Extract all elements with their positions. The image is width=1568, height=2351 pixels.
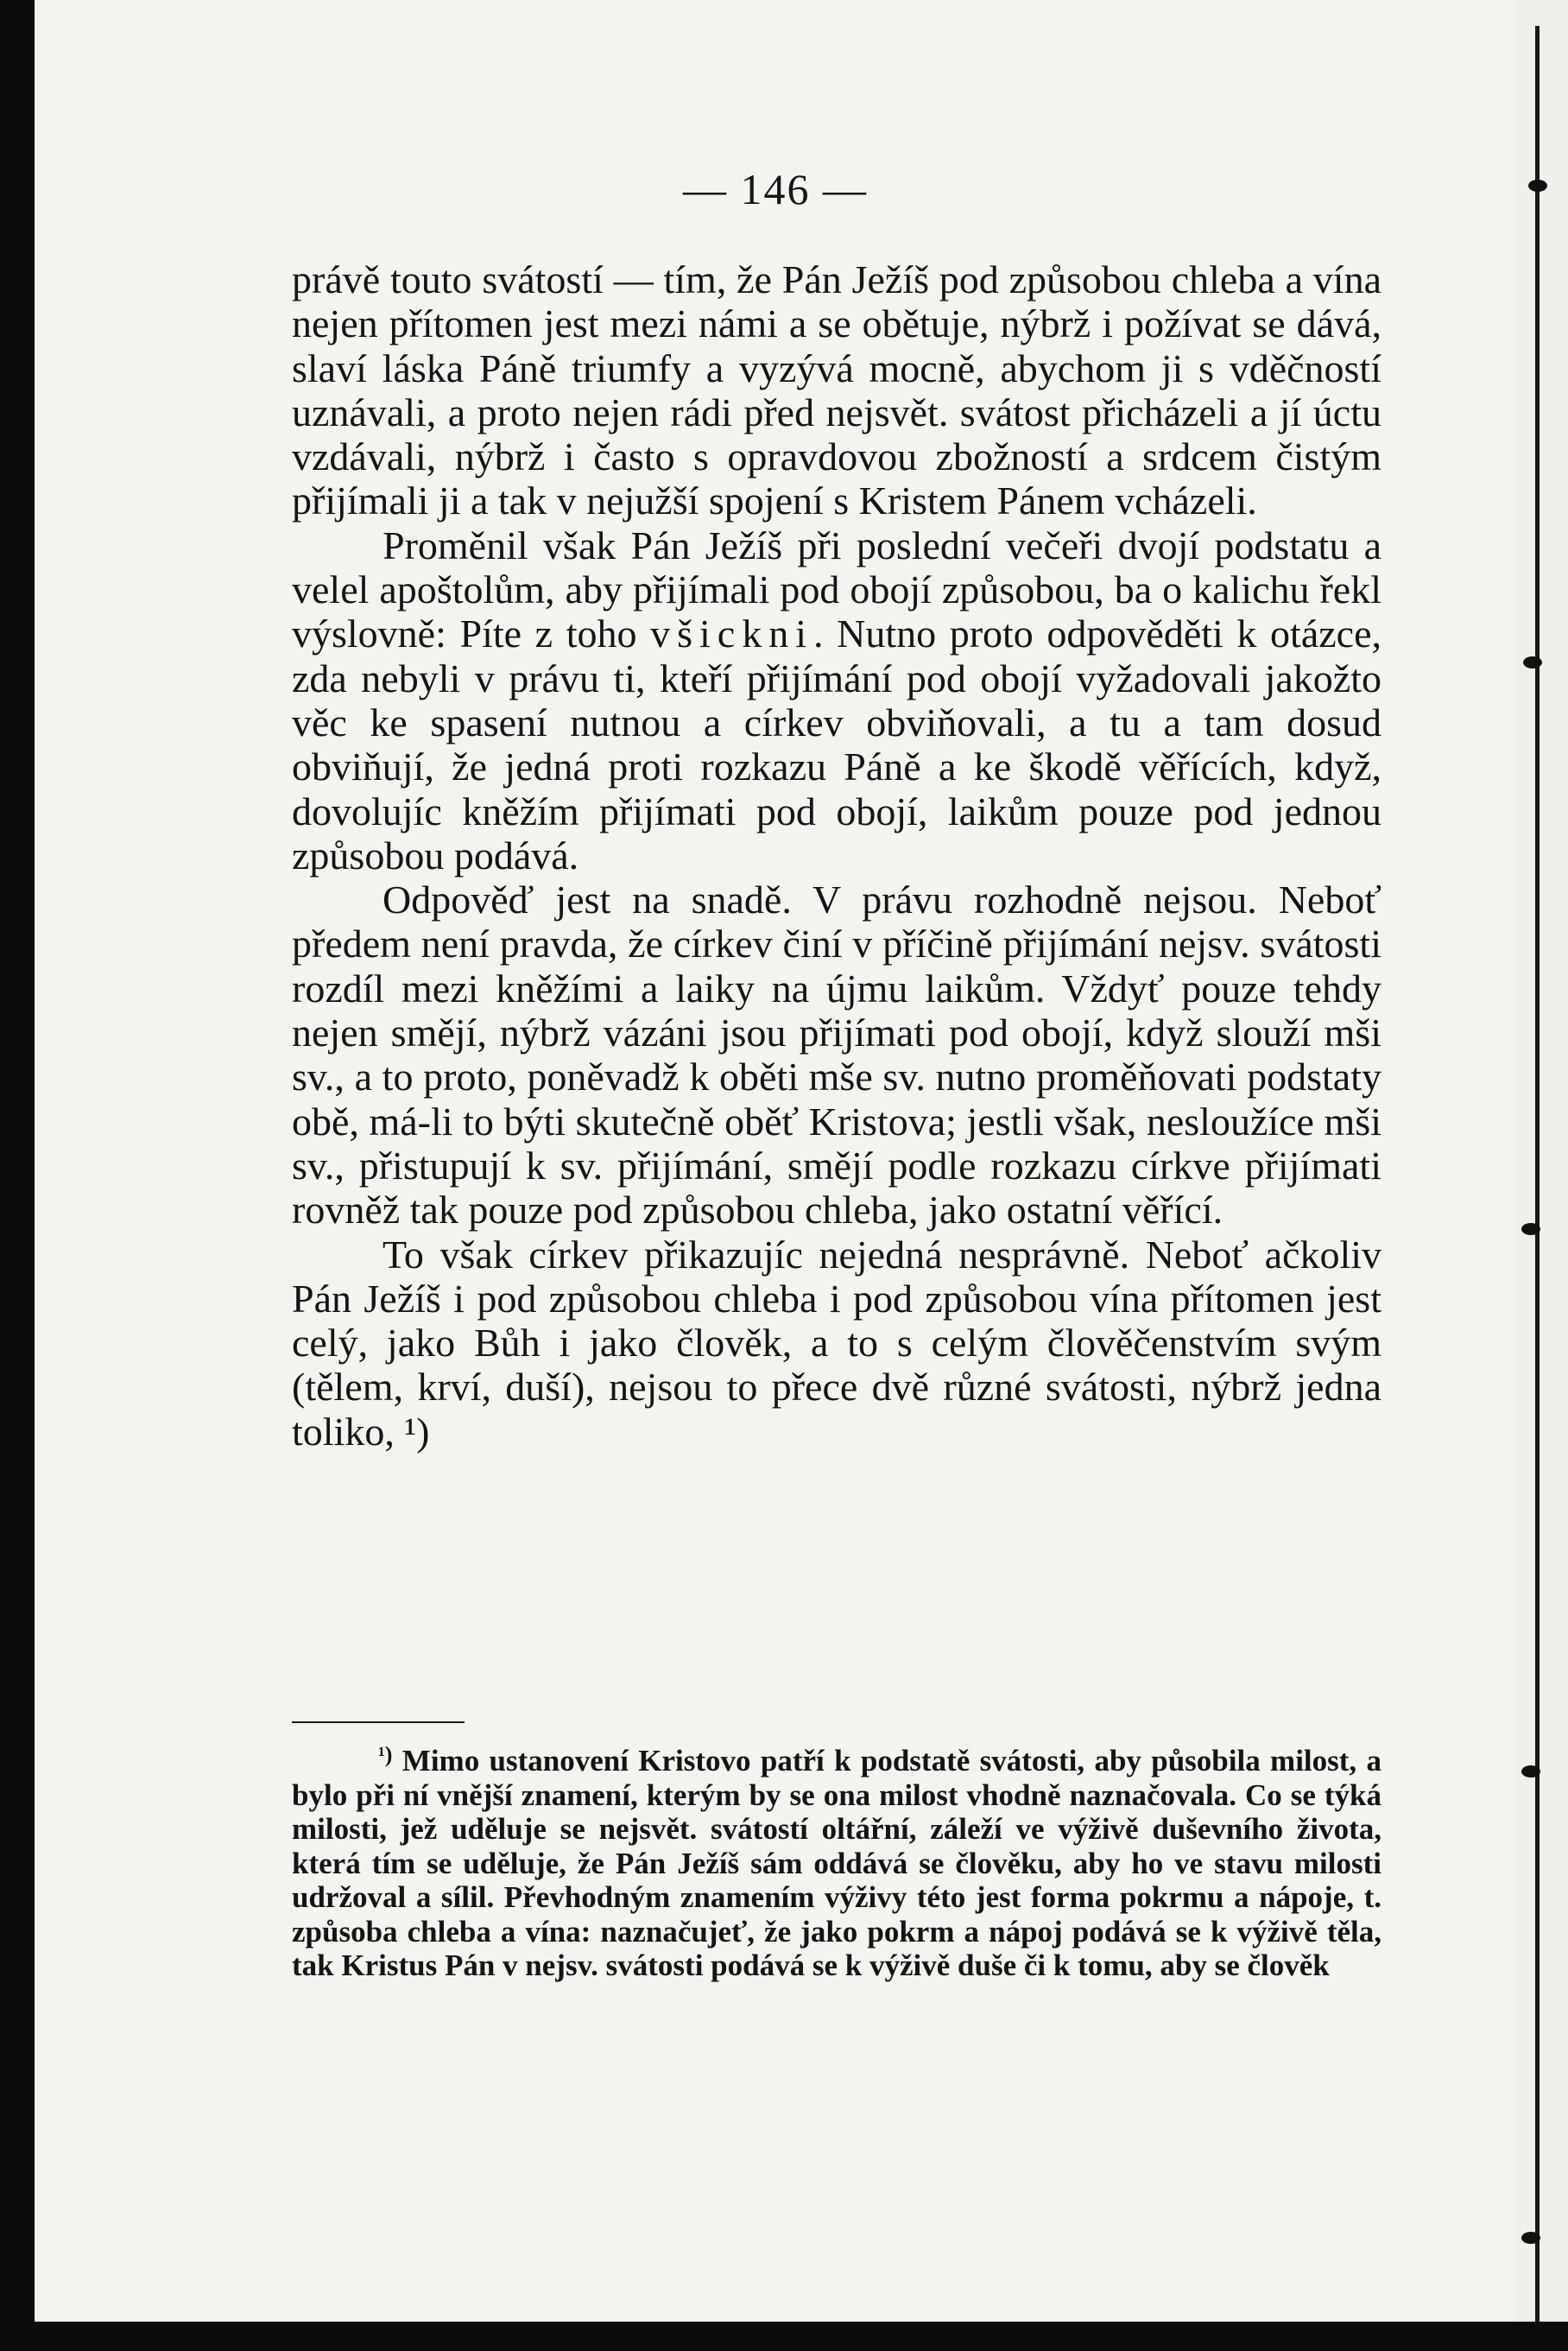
- book-page: [35, 0, 1516, 2322]
- footnote-1: [292, 1738, 1381, 1983]
- paragraph-2: [292, 523, 1381, 878]
- page-edge: [1516, 0, 1568, 2351]
- paragraph-2-spaced-word: všickni: [650, 612, 813, 656]
- paragraph-3: Odpověď jest na snadě. V právu rozhodně nejsou. Neboť předem není pravda, že církev činí v příčině přijímání nejsv. svátosti rozdíl mezi kněžími a laiky na újmu laikům. Vždyť pouze tehdy nejen smějí, nýbrž vázáni jsou přijímati pod obojí, když slouží mši sv., a to proto, poněvadž k oběti mše sv. nutno proměňovati podstaty obě, má-li to býti skutečně oběť Kristova; jestli však, nesloužíce mši sv., přistupují k sv. přijímání, smějí podle rozkazu církve přijímati rovněž tak pouze pod způsobou chleba, jako ostatní věřící.: [292, 878, 1381, 1233]
- footnote-mark: ¹): [378, 1742, 393, 1767]
- footnote-text: Mimo ustanovení Kristovo patří k podstatě svátosti, aby působila milost, a bylo při ní vnější znamení, kterým by se ona milost vhodně naznačovala. Co se týká milosti, jež uděluje se nejsvět. svátostí oltářní, záleží ve výživě duševního života, která tím se uděluje, že Pán Ježíš sám oddává se člověku, aby ho ve stavu milosti udržoval a sílil. Převhodným znamením výživy této jest forma pokrmu a nápoje, t. způsoba chleba a vína: naznačujeť, že jako pokrm a nápoj podává se k výživě těla, tak Kristus Pán v nejsv. svátosti podává se k výživě duše či k tomu, aby se člověk: [292, 1744, 1381, 1982]
- footnotes: [292, 1738, 1381, 1983]
- paragraph-2-after: . Nutno proto odpověděti k otázce, zda nebyli v právu ti, kteří přijímání pod obojí vyžadovali jakožto věc ke spasení nutnou a církev obviňovali, a tu a tam dosud obviňují, že jedná proti rozkazu Páně a ke škodě věřících, když, dovolujíc kněžím přijímati pod obojí, laikům pouze pod jednou způsobou podává.: [292, 612, 1381, 878]
- edge-mark: [1528, 180, 1547, 192]
- body-text: [292, 257, 1381, 1454]
- edge-mark: [1521, 2232, 1540, 2244]
- scan-border: [0, 2322, 1568, 2351]
- footnote-reference: ¹): [404, 1409, 430, 1454]
- binding-line: [1535, 26, 1540, 2323]
- edge-mark: [1521, 1223, 1540, 1235]
- edge-mark: [1521, 1765, 1540, 1778]
- paragraph-4: [292, 1233, 1381, 1454]
- edge-mark: [1523, 656, 1542, 669]
- footnote-divider: [292, 1721, 465, 1723]
- paragraph-4-text: To však církev přikazujíc nejedná nesprávně. Neboť ačkoliv Pán Ježíš i pod způsobou chleba i pod způsobou vína přítomen jest celý, jako Bůh i jako člověk, a to s celým člověčenstvím svým (tělem, krví, duší), nejsou to přece dvě různé svátosti, nýbrž jedna toliko,: [292, 1232, 1381, 1454]
- page-number: — 146 —: [683, 165, 868, 213]
- paragraph-1: právě touto svátostí — tím, že Pán Ježíš pod způsobou chleba a vína nejen přítomen jest mezi námi a se obětuje, nýbrž i požívat se dává, slaví láska Páně triumfy a vyzývá mocně, abychom ji s vděčností uznávali, a proto nejen rádi před nejsvět. svátost přicházeli a jí úctu vzdávali, nýbrž i často s opravdovou zbožností a srdcem čistým přijímali ji a tak v nejužší spojení s Kristem Pánem vcházeli.: [292, 257, 1381, 523]
- paragraph-2-before: Proměnil však Pán Ježíš při poslední večeři dvojí podstatu a velel apoštolům, aby přijímali pod obojí způsobou, ba o kalichu řekl výslovně: Píte z toho: [292, 523, 1381, 656]
